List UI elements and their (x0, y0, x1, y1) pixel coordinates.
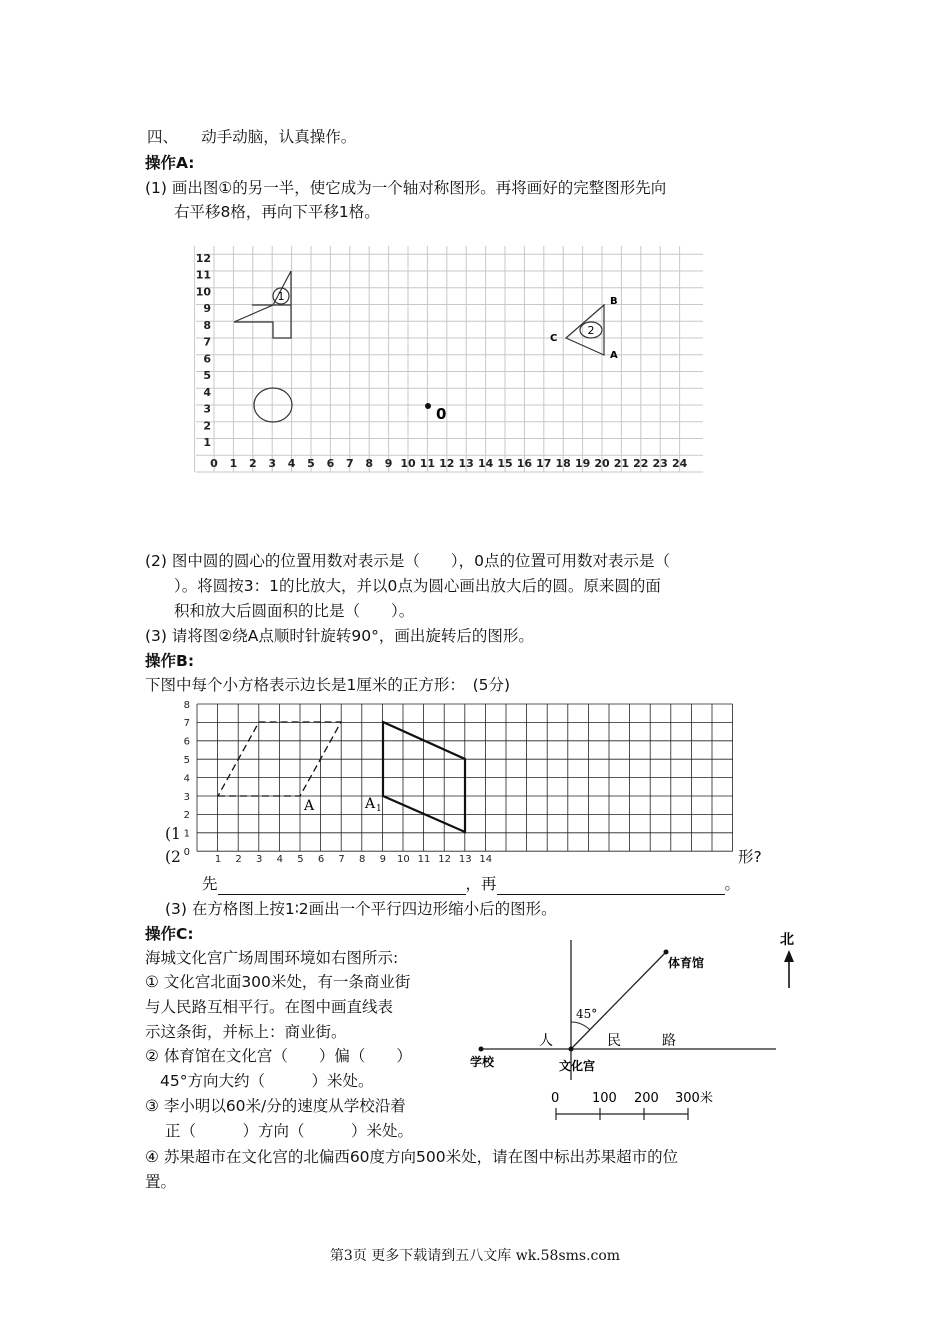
op-c-line10: 置。 (145, 1173, 177, 1191)
x-tick-label: 16 (516, 457, 533, 470)
y-tick-label: 10 (195, 285, 211, 299)
x-tick-label: 0 (210, 457, 218, 470)
palace-label: 文化宫 (559, 1059, 596, 1073)
x-tick-label: 15 (497, 457, 513, 470)
y-tick-label: 3 (203, 402, 211, 416)
x-tick-label: 5 (307, 457, 315, 470)
op-b-q3: (3) 在方格图上按1∶2画出一个平行四边形缩小后的图形。 (165, 900, 557, 918)
point-b-label: B (610, 296, 618, 307)
y-tick-label: 1 (183, 828, 190, 840)
x-tick-label: 6 (317, 854, 325, 865)
x-tick-label: 1 (214, 854, 222, 865)
x-tick-label: 18 (555, 457, 571, 470)
op-a-q2-line1: (2) 图中圆的圆心的位置用数对表示是（ ），0点的位置可用数对表示是（ (145, 552, 670, 570)
figure-1-label: 1 (277, 290, 285, 303)
school-point (479, 1047, 484, 1052)
op-b-intro: 下图中每个小方格表示边长是1厘米的正方形： (5分) (145, 676, 511, 694)
y-tick-label: 1 (203, 436, 211, 449)
x-tick-label: 5 (297, 854, 304, 865)
y-tick-label: 9 (203, 302, 211, 315)
x-tick-label: 6 (326, 457, 335, 470)
op-b-q2-fragment: (2 (165, 848, 181, 866)
op-c-line9: ④ 苏果超市在文化宫的北偏西60度方向500米处，请在图中标出苏果超市的位 (145, 1148, 679, 1166)
x-tick-label: 22 (633, 457, 649, 470)
x-tick-label: 13 (458, 854, 472, 865)
stadium-label: 体育馆 (668, 956, 705, 970)
answer-then-label: ，再 (465, 875, 497, 893)
x-tick-label: 8 (359, 854, 366, 865)
y-tick-label: 2 (183, 810, 190, 822)
x-tick-label: 3 (256, 854, 263, 865)
point-o-label: 0 (436, 405, 447, 423)
op-b-q1-fragment: (1 (165, 825, 181, 843)
op-a-q1-line2: 右平移8格，再向下平移1格。 (174, 203, 380, 221)
y-tick-label: 3 (183, 791, 190, 803)
op-c-line5: ② 体育馆在文化宫（ ）偏（ ） (145, 1047, 412, 1065)
x-tick-label: 7 (338, 854, 345, 865)
north-label: 北 (780, 932, 794, 948)
y-tick-label: 6 (183, 736, 190, 748)
y-tick-label: 4 (183, 773, 190, 785)
page-footer: 第3页 更多下载请到五八文库 wk.58sms.com (329, 1248, 621, 1264)
x-tick-label: 8 (365, 457, 374, 470)
label-a: A (304, 798, 315, 814)
label-a1-subscript: 1 (376, 804, 382, 814)
scale-label-300: 300米 (675, 1091, 713, 1106)
x-tick-label: 23 (652, 457, 668, 470)
x-tick-label: 2 (248, 457, 257, 470)
road-char-lu: 路 (662, 1033, 676, 1049)
x-tick-label: 12 (438, 854, 451, 865)
north-arrow-icon (784, 950, 794, 962)
x-tick-label: 9 (379, 854, 386, 865)
y-tick-label: 8 (203, 318, 211, 332)
x-tick-label: 7 (345, 457, 354, 470)
op-a-q2-line2: ）。将圆按3：1的比放大，并以0点为圆心画出放大后的圆。原来圆的面 (174, 577, 661, 595)
op-b-q2-tail: 形? (738, 848, 762, 866)
x-tick-label: 12 (439, 457, 455, 470)
x-tick-label: 3 (268, 457, 277, 470)
scale-label-200: 200 (634, 1091, 659, 1106)
x-tick-label: 2 (235, 854, 242, 865)
op-c-line7: ③ 李小明以60米/分的速度从学校沿着 (145, 1097, 406, 1115)
y-tick-label: 8 (183, 699, 190, 711)
x-tick-label: 13 (458, 457, 474, 470)
palace-point (569, 1047, 574, 1052)
x-tick-label: 1 (229, 457, 238, 470)
y-tick-label: 5 (183, 755, 190, 766)
op-a-q3: (3) 请将图②绕A点顺时针旋转90°，画出旋转后的图形。 (145, 627, 534, 645)
x-tick-label: 10 (397, 854, 410, 865)
x-tick-label: 11 (417, 854, 431, 865)
x-tick-label: 14 (479, 854, 493, 865)
x-tick-label: 20 (594, 457, 610, 470)
x-tick-label: 14 (477, 457, 494, 470)
op-c-title: 操作C: (145, 925, 194, 943)
x-tick-label: 4 (287, 457, 296, 470)
y-tick-label: 12 (195, 251, 211, 265)
scale-label-0: 0 (551, 1091, 560, 1106)
op-c-line4: 示这条街，并标上：商业街。 (145, 1023, 347, 1041)
y-tick-label: 6 (203, 352, 211, 366)
x-tick-label: 21 (613, 457, 630, 470)
answer-end: 。 (724, 875, 741, 893)
op-c-line3: 与人民路互相平行。在图中画直线表 (145, 998, 394, 1016)
y-tick-label: 11 (195, 268, 211, 282)
figure-2-label: 2 (587, 324, 595, 337)
x-tick-label: 4 (276, 854, 283, 865)
op-c-line8: 正（ ）方向（ ）米处。 (165, 1122, 414, 1140)
op-c-line2: ① 文化宫北面300米处，有一条商业街 (145, 973, 411, 991)
section-title: 四、 动手动脑，认真操作。 (147, 128, 357, 146)
label-a1: A (365, 796, 376, 812)
y-tick-label: 4 (203, 385, 211, 399)
op-a-q2-line3: 积和放大后圆面积的比是（ ）。 (174, 602, 415, 620)
point-a-label: A (610, 350, 618, 361)
x-tick-label: 10 (400, 457, 416, 470)
op-c-line6: 45°方向大约（ ）米处。 (160, 1072, 374, 1090)
road-char-ren: 人 (539, 1033, 553, 1049)
answer-first-label: 先 (202, 875, 218, 893)
road-char-min: 民 (607, 1033, 621, 1049)
x-tick-label: 19 (574, 457, 591, 470)
y-tick-label: 5 (203, 369, 211, 382)
angle-label: 45° (576, 1007, 598, 1021)
school-label: 学校 (470, 1055, 495, 1069)
x-tick-label: 9 (384, 457, 393, 470)
scale-label-100: 100 (592, 1091, 617, 1106)
x-tick-label: 17 (536, 457, 552, 470)
angle-arc (571, 1022, 590, 1030)
y-tick-label: 7 (183, 718, 190, 730)
x-tick-label: 11 (419, 457, 436, 470)
op-b-title: 操作B: (145, 652, 195, 670)
op-a-q1-line1: (1) 画出图①的另一半，使它成为一个轴对称图形。再将画好的完整图形先向 (145, 179, 667, 197)
y-tick-label: 7 (203, 335, 211, 349)
stadium-point (664, 950, 669, 955)
y-tick-label: 0 (183, 847, 190, 858)
op-c-line1: 海城文化宫广场周围环境如右图所示: (145, 949, 399, 967)
x-tick-label: 24 (671, 457, 688, 470)
point-c-label: C (550, 333, 558, 344)
op-a-title: 操作A: (145, 154, 195, 172)
y-tick-label: 2 (203, 419, 211, 433)
